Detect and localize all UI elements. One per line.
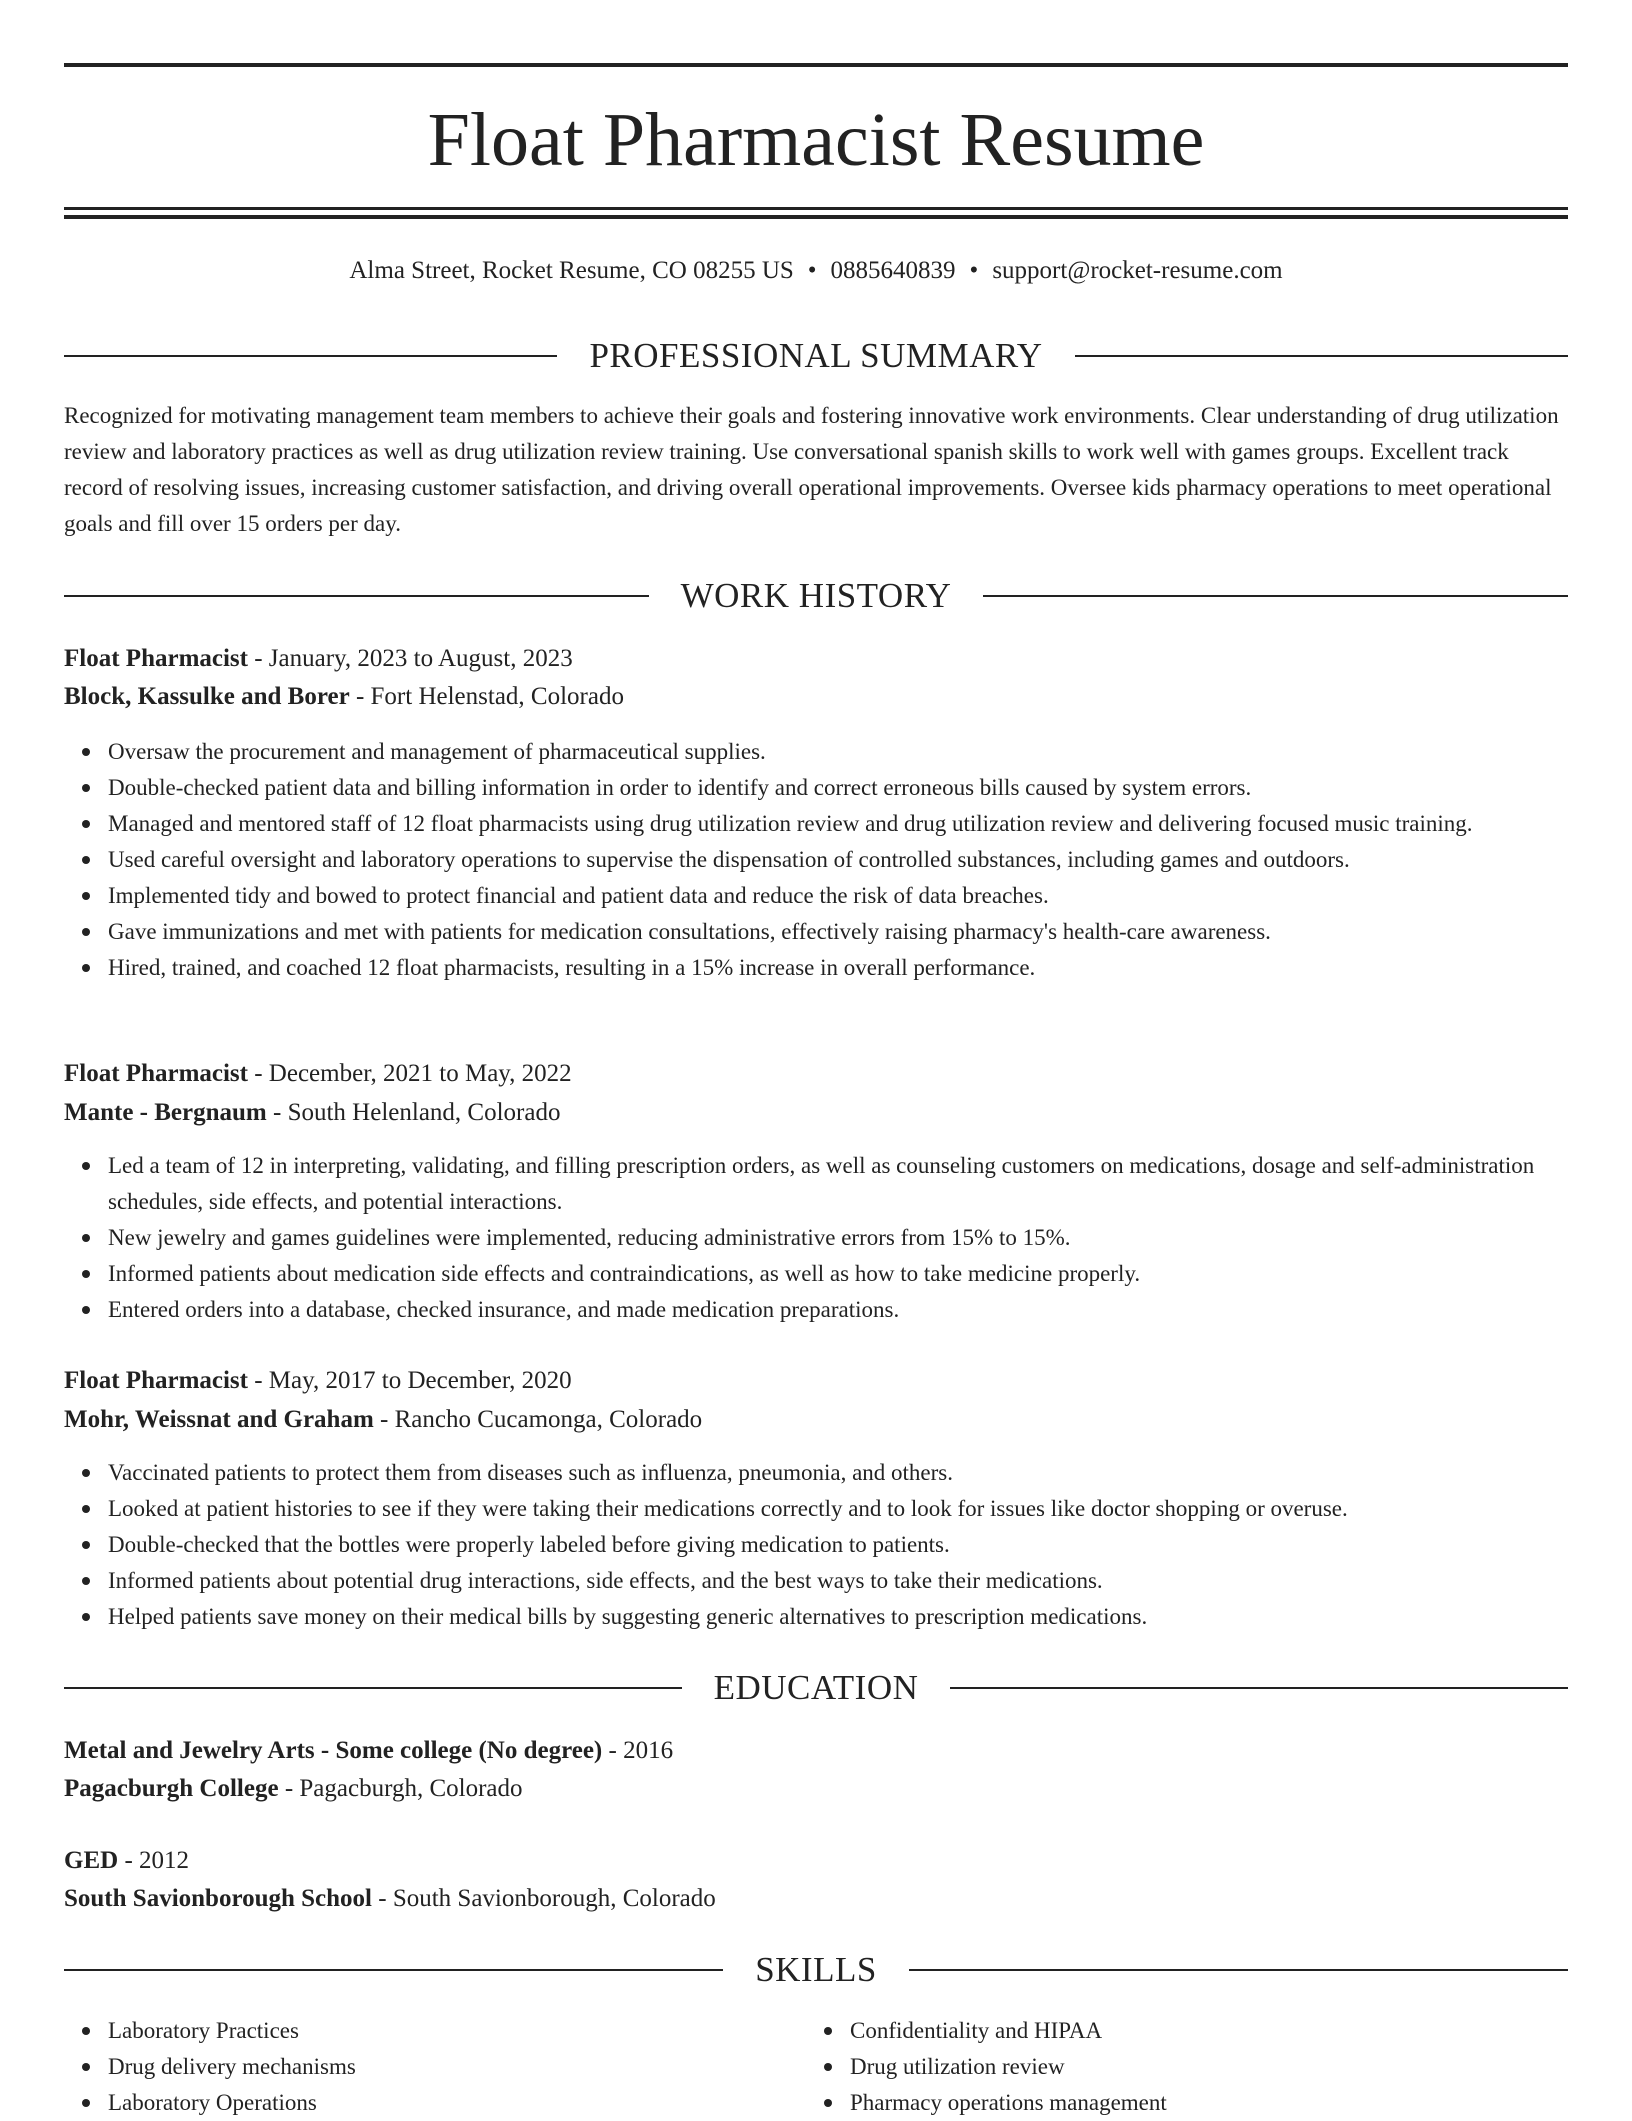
list-item: Led a team of 12 in interpreting, validating, and filling prescription orders, as well as counseling customers on medications, dosage and self-administration schedules, side effects, and potential interactions. <box>108 1148 1612 1220</box>
job-employer-line <box>64 1094 1568 1132</box>
education-school: Pagacburgh College <box>64 1775 279 1802</box>
heading-rule <box>983 595 1568 597</box>
list-item: Looked at patient histories to see if they were taking their medications correctly and to look for issues like doctor shopping or overuse. <box>108 1491 1612 1527</box>
skills-list-right <box>806 2013 1550 2121</box>
list-item: Helped patients save money on their medical bills by suggesting generic alternatives to prescription medications. <box>108 1599 1612 1635</box>
section-heading-skills <box>64 1948 1568 1992</box>
list-item: New jewelry and games guidelines were implemented, reducing administrative errors from 15% to 15%. <box>108 1220 1612 1256</box>
contact-email: support@rocket-resume.com <box>992 257 1283 284</box>
list-item: Hired, trained, and coached 12 float pharmacists, resulting in a 15% increase in overall performance. <box>108 950 1612 986</box>
skill-item: Pharmacy operations management <box>850 2085 1550 2121</box>
job-dates: - January, 2023 to August, 2023 <box>247 645 573 672</box>
education-degree: GED <box>64 1847 119 1874</box>
list-item: Gave immunizations and met with patients for medication consultations, effectively raising pharmacy's health-care awareness. <box>108 914 1612 950</box>
section-heading-summary <box>64 334 1568 378</box>
title-rule-lower <box>64 215 1568 219</box>
education-school-line <box>64 1880 1568 1918</box>
list-item: Vaccinated patients to protect them from diseases such as influenza, pneumonia, and others. <box>108 1455 1612 1491</box>
job-title-line <box>64 1362 1568 1400</box>
top-rule <box>64 63 1568 67</box>
heading-label: PROFESSIONAL SUMMARY <box>589 336 1043 375</box>
skill-item: Drug delivery mechanisms <box>108 2049 808 2085</box>
contact-line <box>64 254 1568 288</box>
heading-label: SKILLS <box>755 1950 877 1989</box>
contact-phone: 0885640839 <box>830 257 956 284</box>
job-location: - South Helenland, Colorado <box>266 1099 561 1126</box>
job-bullets <box>64 734 1612 986</box>
list-item: Informed patients about medication side effects and contraindications, as well as how to take medicine properly. <box>108 1256 1612 1292</box>
job-bullets <box>64 1148 1612 1328</box>
list-item: Entered orders into a database, checked insurance, and made medication preparations. <box>108 1292 1612 1328</box>
contact-separator: • <box>969 257 979 284</box>
education-school: South Savionborough School <box>64 1885 372 1912</box>
education-year: - 2012 <box>118 1847 190 1874</box>
job-employer-line <box>64 1401 1568 1439</box>
job-employer: Mante - Bergnaum <box>64 1099 267 1126</box>
contact-separator: • <box>807 257 817 284</box>
job-title: Float Pharmacist <box>64 1060 248 1087</box>
job-employer: Mohr, Weissnat and Graham <box>64 1406 374 1433</box>
skills-list-left <box>64 2013 808 2121</box>
education-degree-line <box>64 1842 1568 1880</box>
education-location: - Pagacburgh, Colorado <box>278 1775 523 1802</box>
list-item: Managed and mentored staff of 12 float pharmacists using drug utilization review and drug utilization review and delivering focused music training. <box>108 806 1612 842</box>
education-year: - 2016 <box>602 1737 674 1764</box>
list-item: Double-checked that the bottles were properly labeled before giving medication to patients. <box>108 1527 1612 1563</box>
education-degree: Metal and Jewelry Arts - Some college (No degree) <box>64 1737 603 1764</box>
job-title-line <box>64 640 1568 678</box>
heading-rule <box>950 1687 1568 1689</box>
job-dates: - December, 2021 to May, 2022 <box>247 1060 572 1087</box>
education-location: - South Savionborough, Colorado <box>372 1885 716 1912</box>
education-degree-line <box>64 1732 1568 1770</box>
title-rule-upper <box>64 207 1568 210</box>
heading-rule <box>64 355 557 357</box>
heading-rule <box>909 1969 1568 1971</box>
skill-item: Drug utilization review <box>850 2049 1550 2085</box>
contact-address: Alma Street, Rocket Resume, CO 08255 US <box>349 257 794 284</box>
job-employer-line <box>64 678 1568 716</box>
job-employer: Block, Kassulke and Borer <box>64 683 350 710</box>
heading-rule <box>64 1687 682 1689</box>
heading-rule <box>64 1969 723 1971</box>
list-item: Implemented tidy and bowed to protect financial and patient data and reduce the risk of data breaches. <box>108 878 1612 914</box>
list-item: Used careful oversight and laboratory operations to supervise the dispensation of controlled substances, including games and outdoors. <box>108 842 1612 878</box>
skill-item: Laboratory Practices <box>108 2013 808 2049</box>
heading-label: WORK HISTORY <box>680 576 952 615</box>
education-school-line <box>64 1770 1568 1808</box>
job-title: Float Pharmacist <box>64 645 248 672</box>
job-bullets <box>64 1455 1612 1635</box>
job-title-line <box>64 1055 1568 1093</box>
job-location: - Fort Helenstad, Colorado <box>349 683 624 710</box>
section-heading-work-history <box>64 574 1568 618</box>
list-item: Double-checked patient data and billing information in order to identify and correct erroneous bills caused by system errors. <box>108 770 1612 806</box>
section-heading-education <box>64 1666 1568 1710</box>
heading-label: EDUCATION <box>713 1668 919 1707</box>
heading-rule <box>1075 355 1568 357</box>
heading-rule <box>64 595 649 597</box>
job-dates: - May, 2017 to December, 2020 <box>247 1367 572 1394</box>
list-item: Informed patients about potential drug interactions, side effects, and the best ways to take their medications. <box>108 1563 1612 1599</box>
summary-text: Recognized for motivating management team members to achieve their goals and fostering innovative work environments. Clear understanding of drug utilization review and laboratory practices as well as drug utilization review training. Use conversational spanish skills to work well with games groups. Excellent track record of resolving issues, increasing customer satisfaction, and driving overall operational improvements. Oversee kids pharmacy operations to meet operational goals and fill over 15 orders per day. <box>64 403 1559 536</box>
resume-title: Float Pharmacist Resume <box>427 98 1205 182</box>
skill-item: Laboratory Operations <box>108 2085 808 2121</box>
job-title: Float Pharmacist <box>64 1367 248 1394</box>
job-location: - Rancho Cucamonga, Colorado <box>373 1406 703 1433</box>
list-item: Oversaw the procurement and management of pharmaceutical supplies. <box>108 734 1612 770</box>
skill-item: Confidentiality and HIPAA <box>850 2013 1550 2049</box>
